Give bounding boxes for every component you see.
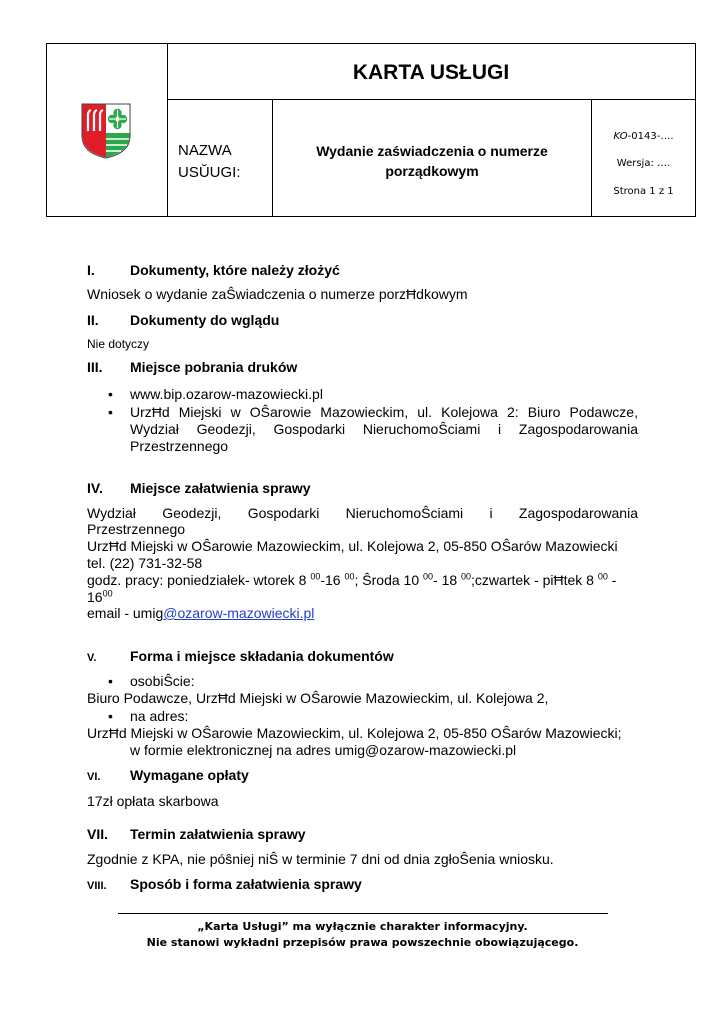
header-table	[46, 43, 696, 217]
section-7-number: VII.	[87, 826, 109, 842]
service-label-line2: USŬUGI:	[178, 164, 241, 181]
section-4-heading	[87, 480, 311, 496]
coat-of-arms-logo	[81, 103, 131, 159]
section-6-text: 17zł opłata skarbowa	[87, 793, 219, 809]
bullet-icon: •	[108, 673, 113, 689]
section-4-number: IV.	[87, 480, 103, 496]
logo-cell	[47, 44, 168, 216]
section-4-title: Miejsce załatwienia sprawy	[130, 480, 311, 496]
section-3-bullet-2-line2: Wydział Geodezji, Gospodarki NieruchomoŜciami i Zagospodarowania	[130, 421, 638, 437]
email-link[interactable]: @ozarow-mazowiecki.pl	[163, 605, 315, 621]
section-8-heading	[87, 876, 362, 892]
title-row	[167, 44, 695, 100]
hours-part: - 18	[433, 572, 462, 588]
hours-sup: 00	[102, 588, 113, 599]
doc-code-suffix: -0143-….	[627, 131, 674, 142]
bullet-icon: •	[108, 404, 113, 420]
section-7-text: Zgodnie z KPA, nie póŝniej niŜ w terminie 7 dni od dnia zgłoŜenia wniosku.	[87, 851, 554, 867]
hours-part: -	[607, 572, 617, 588]
section-1-text: Wniosek o wydanie zaŜwiadczenia o numerze porzĦdkowym	[87, 286, 468, 302]
section-8-title: Sposób i forma załatwienia sprawy	[130, 876, 362, 892]
page-title: KARTA USŁUGI	[352, 61, 510, 84]
section-4-email	[87, 605, 314, 622]
section-8-number: VIII.	[87, 880, 107, 892]
section-3-bullet-2-line1: UrzĦd Miejski w OŜarowie Mazowieckim, ul. Kolejowa 2: Biuro Podawcze,	[130, 404, 638, 420]
doc-version: Wersja: ….	[616, 158, 671, 169]
service-name	[283, 141, 581, 181]
section-6-heading	[87, 767, 249, 783]
doc-meta-cell	[592, 99, 695, 216]
bullet-icon: •	[108, 708, 113, 724]
footer-line1: „Karta Usługi” ma wyłącznie charakter informacyjny.	[197, 920, 528, 933]
section-5-line3: w formie elektronicznej na adres umig@ozarow-mazowiecki.pl	[130, 742, 517, 758]
hours-sup: 00	[461, 571, 472, 582]
section-7-heading	[87, 826, 306, 842]
email-prefix: email - umig	[87, 605, 164, 621]
service-label-cell	[167, 99, 273, 216]
hours-part: godz. pracy: poniedziałek- wtorek 8	[87, 572, 311, 588]
section-5-title: Forma i miejsce składania dokumentów	[130, 648, 394, 664]
section-1-number: I.	[87, 262, 95, 278]
section-4-hours	[87, 572, 638, 589]
section-4-phone: tel. (22) 731-32-58	[87, 555, 203, 571]
section-1-title: Dokumenty, które należy złożyć	[130, 262, 340, 278]
service-name-line1: Wydanie zaświadczenia o numerze	[316, 143, 548, 159]
section-5-heading	[87, 648, 394, 664]
hours-part: 16	[87, 589, 103, 605]
doc-code	[592, 131, 695, 142]
section-4-hours-end	[87, 589, 113, 606]
hours-part: ; Ŝroda 10	[354, 572, 423, 588]
hours-sup: 00	[597, 571, 608, 582]
section-5-bullet-2: na adres:	[130, 708, 189, 724]
hours-part: ;czwartek - piĦtek 8	[471, 572, 598, 588]
section-2-number: II.	[87, 312, 99, 328]
doc-page: Strona 1 z 1	[613, 186, 674, 197]
section-3-heading	[87, 359, 297, 375]
section-3-title: Miejsce pobrania druków	[130, 359, 298, 375]
service-name-line2: porządkowym	[385, 163, 479, 179]
section-3-number: III.	[87, 359, 103, 375]
section-6-number: VI.	[87, 771, 101, 783]
footer-line2: Nie stanowi wykładni przepisów prawa powszechnie obowiązującego.	[146, 936, 579, 949]
footer-divider	[118, 913, 608, 914]
section-3-bullet-1: www.bip.ozarow-mazowiecki.pl	[130, 386, 323, 402]
hours-sup: 00	[344, 571, 355, 582]
hours-part: -16	[320, 572, 345, 588]
service-label-line1: NAZWA	[178, 142, 232, 159]
service-name-cell	[273, 99, 592, 216]
section-6-title: Wymagane opłaty	[130, 767, 249, 783]
section-5-line2: UrzĦd Miejski w OŜarowie Mazowieckim, ul. Kolejowa 2, 05-850 OŜarów Mazowiecki;	[87, 725, 622, 741]
hours-sup: 00	[310, 571, 321, 582]
bullet-icon: •	[108, 386, 113, 402]
section-5-number: V.	[87, 652, 97, 664]
doc-code-prefix: KO	[613, 131, 628, 142]
section-4-line2: Przestrzennego	[87, 521, 186, 537]
section-3-bullet-2-line3: Przestrzennego	[130, 438, 229, 454]
section-5-bullet-1: osobiŜcie:	[130, 673, 195, 689]
section-4-line3: UrzĦd Miejski w OŜarowie Mazowieckim, ul. Kolejowa 2, 05-850 OŜarów Mazowiecki	[87, 538, 618, 554]
section-5-line1: Biuro Podawcze, UrzĦd Miejski w OŜarowie Mazowieckim, ul. Kolejowa 2,	[87, 690, 549, 706]
section-2-heading	[87, 312, 279, 328]
section-4-line1: Wydział Geodezji, Gospodarki NieruchomoŜciami i Zagospodarowania	[87, 505, 638, 521]
section-1-heading	[87, 262, 340, 278]
hours-sup: 00	[423, 571, 434, 582]
section-2-text: Nie dotyczy	[87, 337, 150, 351]
section-7-title: Termin załatwienia sprawy	[130, 826, 306, 842]
section-2-title: Dokumenty do wglądu	[130, 312, 280, 328]
